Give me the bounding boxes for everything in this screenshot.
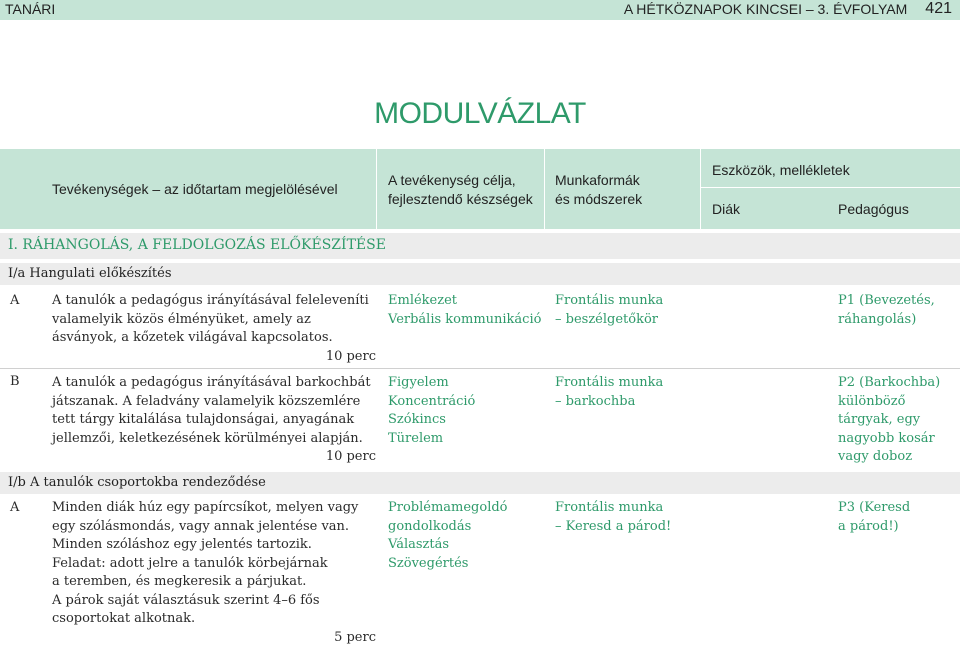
teacher-item: P1 (Bevezetés,	[838, 293, 935, 308]
activity-line: egy szólásmondás, vagy annak jelentése van.	[52, 518, 350, 534]
form-item: – beszélgetőkör	[555, 311, 659, 327]
teacher-item: P3 (Keresd	[838, 500, 911, 515]
col-activities: Tevékenységek – az időtartam megjelölésével	[52, 181, 338, 197]
activity-line: jellemzői, keletkezésének körülményei alapján.	[52, 430, 363, 446]
col-student: Diák	[712, 201, 741, 217]
activity-line: A párok saját választásuk szerint 4–6 fős	[52, 592, 320, 608]
activity-line: A tanulók a pedagógus irányításával feleleveníti	[52, 293, 369, 308]
activity-line: ásványok, a kőzetek világával kapcsolatos.	[52, 330, 333, 345]
col-goal-line2: fejlesztendő készségek	[388, 191, 533, 207]
form-item: Frontális munka	[555, 375, 664, 390]
form-item: Frontális munka	[555, 500, 664, 515]
activity-line: tett tárgy kitalálása tulajdonságai, anyagának	[52, 412, 355, 427]
activity-line: játszanak. A feladvány valamelyik közszemlére	[52, 393, 361, 409]
subsection-heading-text: I/b A tanulók csoportokba rendeződése	[8, 475, 266, 490]
activity-line: valamelyik közös élményüket, amely az	[52, 311, 311, 327]
row-letter: A	[10, 500, 20, 515]
forms-cell	[555, 499, 671, 536]
goal-item: Koncentráció	[388, 393, 476, 409]
activity-cell	[52, 499, 376, 647]
running-header-right	[624, 1, 952, 19]
teacher-cell	[838, 374, 940, 467]
header-divider	[700, 149, 701, 229]
table-header	[0, 149, 960, 229]
teacher-item: különböző	[838, 393, 906, 409]
subsection-heading-text: I/a Hangulati előkészítés	[8, 266, 172, 281]
activity-cell	[52, 374, 376, 467]
teacher-cell	[838, 292, 935, 329]
col-goal-line1: A tevékenység célja,	[388, 172, 516, 188]
goals-cell	[388, 499, 508, 573]
form-item: – barkochba	[555, 393, 636, 409]
activity-line: Minden diák húz egy papírcsíkot, melyen vagy	[52, 500, 359, 515]
goal-item: Figyelem	[388, 375, 449, 390]
time-label: 10 perc	[325, 449, 376, 464]
goal-item: Problémamegoldó	[388, 500, 508, 515]
page-number: 421	[925, 0, 952, 17]
header-divider	[544, 149, 545, 229]
goal-item: gondolkodás	[388, 518, 472, 534]
section-title	[0, 233, 960, 259]
col-forms-line1: Munkaformák	[555, 172, 640, 188]
forms-cell	[555, 292, 663, 329]
teacher-item: nagyobb kosár	[838, 430, 935, 446]
row-divider	[0, 368, 960, 369]
section-title-text: I. RÁHANGOLÁS, A FELDOLGOZÁS ELŐKÉSZÍTÉSE	[8, 237, 386, 253]
teacher-item: P2 (Barkochba)	[838, 375, 941, 390]
time-label: 10 perc	[325, 348, 376, 364]
teacher-item: vagy doboz	[838, 449, 913, 464]
goal-item: Szövegértés	[388, 555, 469, 571]
col-forms-line2: és módszerek	[555, 191, 643, 207]
row-letter: A	[10, 293, 20, 308]
col-tools: Eszközök, mellékletek	[712, 162, 850, 178]
running-header	[0, 0, 960, 20]
header-divider	[700, 187, 960, 188]
goals-cell	[388, 374, 475, 448]
book-title: A HÉTKÖZNAPOK KINCSEI – 3. ÉVFOLYAM	[623, 1, 908, 17]
goals-cell	[388, 292, 541, 329]
col-goal	[388, 171, 533, 209]
goal-item: Választás	[388, 537, 450, 552]
form-item: Frontális munka	[555, 293, 664, 308]
activity-line: a teremben, és megkeresik a párjukat.	[52, 574, 307, 589]
page-title: MODULVÁZLAT	[374, 97, 586, 130]
goal-item: Türelem	[388, 430, 444, 446]
header-divider	[376, 149, 377, 229]
subsection-heading	[0, 472, 960, 494]
teacher-item: ráhangolás)	[838, 311, 917, 327]
teacher-item: tárgyak, egy	[838, 412, 921, 427]
activity-line: csoportokat alkotnak.	[52, 611, 196, 626]
subsection-heading	[0, 263, 960, 285]
row-letter: B	[10, 374, 20, 389]
teacher-cell	[838, 499, 910, 536]
col-teacher: Pedagógus	[838, 201, 909, 217]
teacher-item: a párod!)	[838, 518, 899, 534]
activity-line: Feladat: adott jelre a tanulók körbejárnak	[52, 555, 328, 571]
time-label: 5 perc	[334, 629, 376, 645]
forms-cell	[555, 374, 663, 411]
goal-item: Szókincs	[388, 412, 446, 427]
activity-cell	[52, 292, 376, 366]
form-item: – Keresd a párod!	[555, 518, 672, 534]
activity-line: A tanulók a pedagógus irányításával barkochbát	[52, 375, 371, 390]
goal-item: Verbális kommunikáció	[388, 311, 542, 327]
col-forms	[555, 171, 642, 209]
activity-line: Minden szóláshoz egy jelentés tartozik.	[52, 537, 312, 552]
goal-item: Emlékezet	[388, 293, 458, 308]
running-header-left: TANÁRI	[5, 1, 56, 17]
